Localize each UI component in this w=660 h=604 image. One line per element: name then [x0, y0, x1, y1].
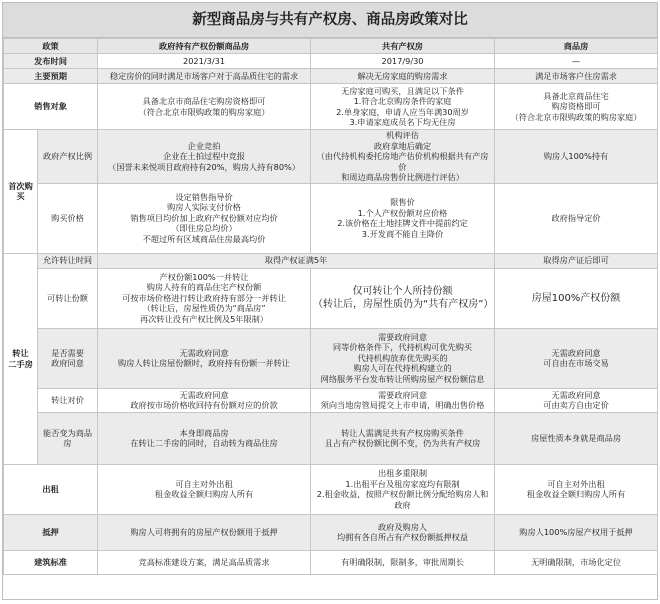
row-resale-pricing [4, 388, 658, 412]
build-commercial: 无明确限制，市场化定位 [495, 550, 658, 574]
label-first-buy: 首次购买 [4, 130, 38, 254]
header-row [4, 39, 658, 54]
release-gov: 2021/3/31 [98, 54, 311, 69]
convert-commercial: 房屋性质本身就是商品房 [495, 412, 658, 464]
share-shared: 仅可转让个人所持份额 （转让后，房屋性质仍为“共有产权房”） [311, 268, 495, 328]
rent-gov: 可自主对外出租 租金收益全额归购房人所有 [98, 464, 311, 514]
price-shared: 限售价 1.个人产权份额对应价格 2.该价格在土地挂牌文件中提前约定 3.开发商不能自主降价 [311, 183, 495, 253]
target-gov: 稳定房价的同时满足市场客户对于高品质住宅的需求 [98, 69, 311, 84]
rent-commercial: 可自主对外出租 租金收益全额归购房人所有 [495, 464, 658, 514]
label-sales-target: 销售对象 [4, 84, 98, 130]
row-mortgage [4, 514, 658, 550]
target-commercial: 满足市场客户住房需求 [495, 69, 658, 84]
label-gov-consent: 是否需要 政府同意 [38, 328, 98, 388]
row-rent [4, 464, 658, 514]
label-gov-ratio: 政府产权比例 [38, 130, 98, 184]
mortgage-gov: 购房人可将拥有的房屋产权份额用于抵押 [98, 514, 311, 550]
ratio-shared: 机构评估 政府拿地后确定 （由代持机构委托房地产估价机构根据共有产房价 和周边商品房售价比例进行评估） [311, 130, 495, 184]
share-commercial: 房屋100%产权份额 [495, 268, 658, 328]
build-shared: 有明确限制，限制多，审批周期长 [311, 550, 495, 574]
row-sales-target [4, 84, 658, 130]
convert-shared: 转让人需满足共有产权房购买条件 且占有产权份额比例不变，仍为共有产权房 [311, 412, 495, 464]
sales-shared: 无房家庭可购买，且满足以下条件 1.符合北京购房条件的家庭 2.单身家庭，申请人应当年满30周岁 3.申请家庭成员名下均无住房 [311, 84, 495, 130]
resale-time-commercial: 取得房产证后即可 [495, 253, 658, 268]
label-rent: 出租 [4, 464, 98, 514]
ratio-commercial: 购房人100%持有 [495, 130, 658, 184]
consent-shared: 需要政府同意 同等价格条件下，代持机构可优先购买 代持机构放弃优先购买的 购房人可在代持机构建立的 网络服务平台发布转让所购房屋产权份额信息 [311, 328, 495, 388]
price-gov: 设定销售指导价 购房人实际支付价格 销售项目均价加上政府产权份额对应均价 （即住房总均价） 不超过所有区域商品住房最高均价 [98, 183, 311, 253]
target-shared: 解决无房家庭的购房需求 [311, 69, 495, 84]
comparison-table [3, 38, 658, 575]
document-title: 新型商品房与共有产权房、商品房政策对比 [3, 3, 657, 38]
header-shared-property-house: 共有产权房 [311, 39, 495, 54]
row-release-date [4, 54, 658, 69]
row-purchase-price [4, 183, 658, 253]
resale-time-gov-shared: 取得产权证满5年 [98, 253, 495, 268]
label-release-date: 发布时间 [4, 54, 98, 69]
row-main-target [4, 69, 658, 84]
pricing-gov: 无需政府同意 政府按市场价格收回持有份额对应的价款 [98, 388, 311, 412]
row-convert [4, 412, 658, 464]
row-resale-time [4, 253, 658, 268]
sales-gov: 具备北京市商品住宅购房资格即可 （符合北京市限购政策的购房家庭） [98, 84, 311, 130]
label-resale-pricing: 转让对价 [38, 388, 98, 412]
row-gov-consent [4, 328, 658, 388]
build-gov: 竞高标准建设方案，满足高品质需求 [98, 550, 311, 574]
release-commercial: — [495, 54, 658, 69]
row-gov-ratio [4, 130, 658, 184]
consent-commercial: 无需政府同意 可自由在市场交易 [495, 328, 658, 388]
convert-gov: 本身即商品房 在转让二手房的同时，自动转为商品住房 [98, 412, 311, 464]
comparison-document [2, 2, 658, 600]
rent-shared: 出租多重限制 1.出租平台及租房家庭均有限制 2.租金收益，按照产权份额比例分配给购房人和政府 [311, 464, 495, 514]
mortgage-commercial: 购房人100%房屋产权用于抵押 [495, 514, 658, 550]
sales-commercial: 具备北京商品住宅 购房资格即可 （符合北京市限购政策的购房家庭） [495, 84, 658, 130]
header-policy: 政策 [4, 39, 98, 54]
label-convert: 能否变为商品房 [38, 412, 98, 464]
label-purchase-price: 购买价格 [38, 183, 98, 253]
label-resale-time: 允许转让时间 [38, 253, 98, 268]
pricing-shared: 需要政府同意 须向当地房管局提交上市申请，明确出售价格 [311, 388, 495, 412]
ratio-gov: 企业竞拍 企业在土拍过程中竞报 （国誉未来悦项目政府持有20%，购房人持有80%） [98, 130, 311, 184]
label-main-target: 主要预期 [4, 69, 98, 84]
label-build-standard: 建筑标准 [4, 550, 98, 574]
label-resale-share: 可转让份额 [38, 268, 98, 328]
header-commercial-house: 商品房 [495, 39, 658, 54]
label-resale: 转让 二手房 [4, 253, 38, 464]
label-mortgage: 抵押 [4, 514, 98, 550]
row-resale-share [4, 268, 658, 328]
mortgage-shared: 政府及购房人 均拥有各自所占有产权份额抵押权益 [311, 514, 495, 550]
pricing-commercial: 无需政府同意 可由卖方自由定价 [495, 388, 658, 412]
header-gov-share-house: 政府持有产权份额商品房 [98, 39, 311, 54]
consent-gov: 无需政府同意 购房人转让房屋份额时，政府持有份额一并转让 [98, 328, 311, 388]
release-shared: 2017/9/30 [311, 54, 495, 69]
share-gov: 产权份额100%一并转让 购房人持有的商品住宅产权份额 可按市场价格进行转让政府持有部分一并转让 （转让后，房屋性质仍为“商品房” 再次转让没有产权比例及5年限制） [98, 268, 311, 328]
price-commercial: 政府指导定价 [495, 183, 658, 253]
row-build-standard [4, 550, 658, 574]
